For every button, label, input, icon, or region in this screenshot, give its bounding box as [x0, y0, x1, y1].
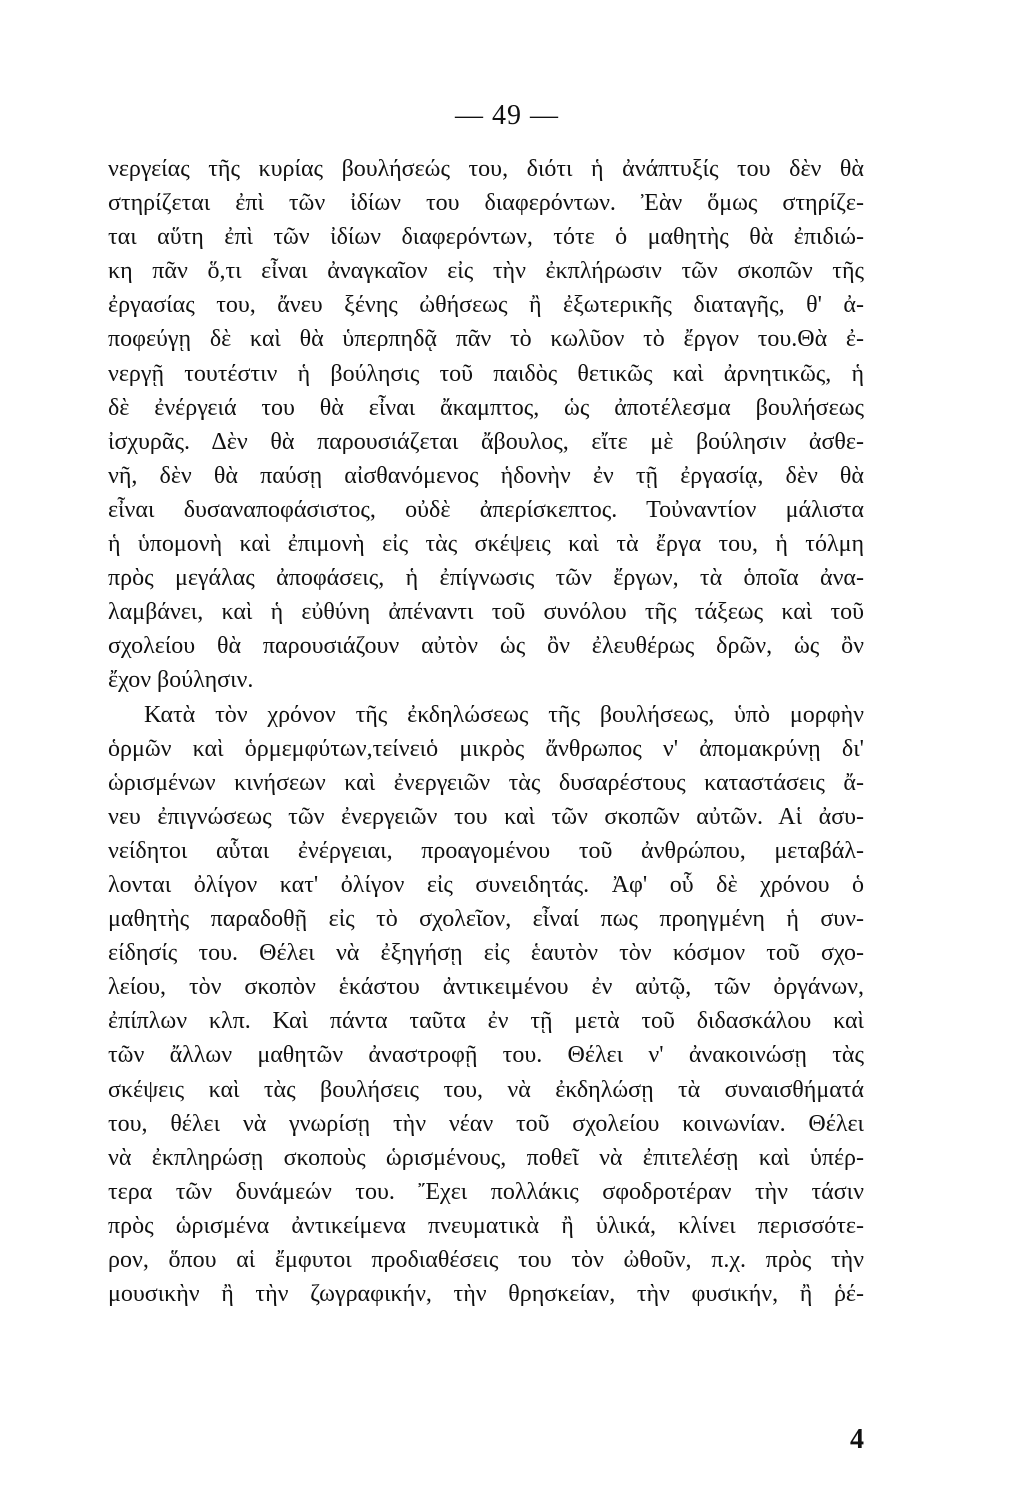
text-line: είδησίς του. Θέλει νὰ ἐξηγήσῃ εἰς ἑαυτὸν τὸν κόσμον τοῦ σχο- [108, 940, 864, 967]
text-line: εἶναι δυσαναποφάσιστος, οὐδὲ ἀπερίσκεπτος. Τοὐναντίον μάλιστα [108, 496, 864, 523]
text-line: δὲ ἐνέργειά του θὰ εἶναι ἄκαμπτος, ὡς ἀποτέλεσμα βουλήσεως [108, 394, 864, 421]
text-line: στηρίζεται ἐπὶ τῶν ἰδίων του διαφερόντων. Ἐὰν ὅμως στηρίζε- [108, 190, 864, 217]
body-text [108, 152, 864, 1311]
text-line: νὰ ἐκπληρώσῃ σκοποὺς ὡρισμένους, ποθεῖ νὰ ἐπιτελέσῃ καὶ ὑπέρ- [108, 1144, 864, 1171]
text-line: νευ ἐπιγνώσεως τῶν ἐνεργειῶν του καὶ τῶν σκοπῶν αὐτῶν. Αἱ ἀσυ- [108, 803, 864, 830]
text-line: κη πᾶν ὅ,τι εἶναι ἀναγκαῖον εἰς τὴν ἐκπλήρωσιν τῶν σκοπῶν τῆς [108, 258, 864, 285]
text-line: Κατὰ τὸν χρόνον τῆς ἐκδηλώσεως τῆς βουλήσεως, ὑπὸ μορφὴν [144, 701, 864, 728]
text-line: ὡρισμένων κινήσεων καὶ ἐνεργειῶν τὰς δυσαρέστους καταστάσεις ἄ- [108, 769, 864, 796]
text-line: νῆ, δὲν θὰ παύσῃ αἰσθανόμενος ἡδονὴν ἐν τῇ ἐργασίᾳ, δὲν θὰ [108, 462, 864, 489]
text-line: λονται ὀλίγον κατ' ὀλίγον εἰς συνειδητάς. Ἀφ' οὗ δὲ χρόνου ὁ [108, 871, 864, 898]
text-line: νεργῇ τουτέστιν ἡ βούλησις τοῦ παιδὸς θετικῶς καὶ ἀρνητικῶς, ἡ [108, 360, 864, 387]
text-line: νεργείας τῆς κυρίας βουλήσεώς του, διότι ἡ ἀνάπτυξίς του δὲν θὰ [108, 156, 864, 182]
text-line: λαμβάνει, καὶ ἡ εὐθύνη ἀπέναντι τοῦ συνόλου τῆς τάξεως καὶ τοῦ [108, 599, 864, 626]
text-line: του, θέλει νὰ γνωρίσῃ τὴν νέαν τοῦ σχολείου κοινωνίαν. Θέλει [108, 1110, 864, 1137]
text-line: ἐπίπλων κλπ. Καὶ πάντα ταῦτα ἐν τῇ μετὰ τοῦ διδασκάλου καὶ [108, 1008, 864, 1035]
page-number: — 49 — [455, 100, 559, 131]
text-line: νείδητοι αὗται ἐνέργειαι, προαγομένου τοῦ ἀνθρώπου, μεταβάλ- [108, 837, 864, 864]
text-line: τῶν ἄλλων μαθητῶν ἀναστροφῇ του. Θέλει ν' ἀνακοινώσῃ τὰς [108, 1042, 864, 1069]
text-line: σχολείου θὰ παρουσιάζουν αὐτὸν ὡς ὂν ἐλευθέρως δρῶν, ὡς ὂν [108, 633, 864, 660]
text-line: σκέψεις καὶ τὰς βουλήσεις του, νὰ ἐκδηλώσῃ τὰ συναισθήματά [108, 1076, 864, 1103]
text-line: ται αὕτη ἐπὶ τῶν ἰδίων διαφερόντων, τότε ὁ μαθητὴς θὰ ἐπιδιώ- [108, 224, 864, 251]
text-line: μουσικὴν ἢ τὴν ζωγραφικήν, τὴν θρησκείαν, τὴν φυσικήν, ἢ ῥέ- [108, 1281, 864, 1308]
text-line: τερα τῶν δυνάμεών του. Ἔχει πολλάκις σφοδροτέραν τὴν τάσιν [108, 1178, 864, 1205]
text-line: ἰσχυρᾶς. Δὲν θὰ παρουσιάζεται ἄβουλος, εἴτε μὲ βούλησιν ἀσθε- [108, 428, 864, 455]
text-line: λείου, τὸν σκοπὸν ἑκάστου ἀντικειμένου ἐν αὐτῷ, τῶν ὀργάνων, [108, 974, 864, 1001]
text-line: πρὸς μεγάλας ἀποφάσεις, ἡ ἐπίγνωσις τῶν ἔργων, τὰ ὁποῖα ἀνα- [108, 565, 864, 592]
text-line: μαθητὴς παραδοθῇ εἰς τὸ σχολεῖον, εἶναί πως προηγμένη ἡ συν- [108, 906, 864, 933]
text-line: ρον, ὅπου αἱ ἔμφυτοι προδιαθέσεις του τὸν ὠθοῦν, π.χ. πρὸς τὴν [108, 1247, 864, 1273]
text-line: ἐργασίας του, ἄνευ ξένης ὠθήσεως ἢ ἐξωτερικῆς διαταγῆς, θ' ἀ- [108, 292, 864, 319]
text-line: ἔχον βούλησιν. [108, 667, 254, 694]
text-line: ποφεύγῃ δὲ καὶ θὰ ὑπερπηδᾷ πᾶν τὸ κωλῦον τὸ ἔργον του.Θὰ ἐ- [108, 326, 864, 353]
signature-mark: 4 [850, 1424, 864, 1455]
text-line: ὁρμῶν καὶ ὁρμεμφύτων,τείνειὁ μικρὸς ἄνθρωπος ν' ἀπομακρύνῃ δι' [108, 735, 864, 762]
text-line: πρὸς ὡρισμένα ἀντικείμενα πνευματικὰ ἢ ὑλικά, κλίνει περισσότε- [108, 1212, 864, 1239]
text-line: ἡ ὑπομονὴ καὶ ἐπιμονὴ εἰς τὰς σκέψεις καὶ τὰ ἔργα του, ἡ τόλμη [108, 531, 864, 558]
